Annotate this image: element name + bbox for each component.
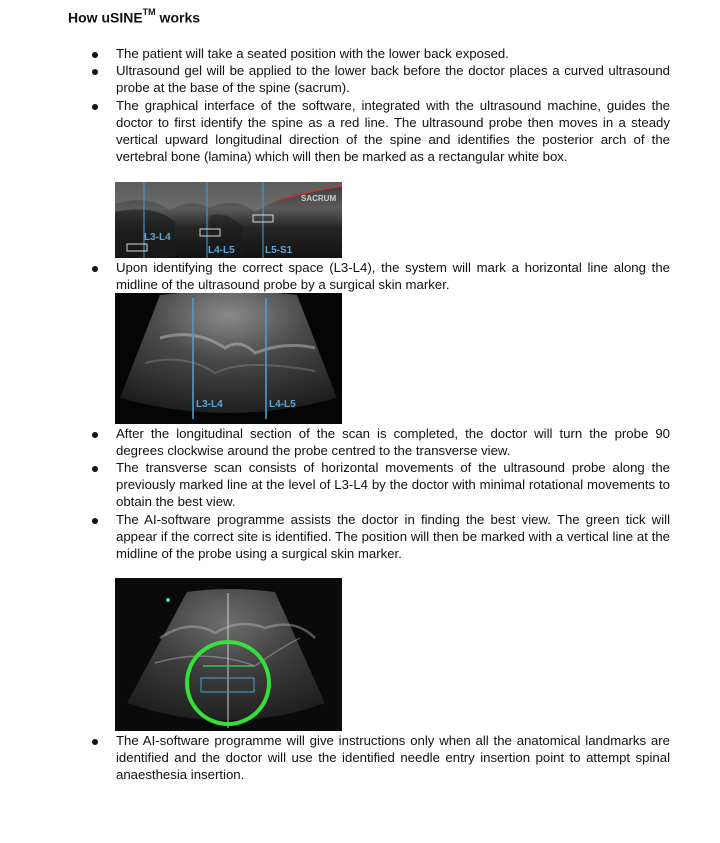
bullet-icon xyxy=(92,518,98,524)
list-item: The AI-software programme will give instructions only when all the anatomical landmarks are identified and the doctor will use the identified needle entry insertion point to attempt spinal anaesthesia insertion. xyxy=(116,733,670,782)
list-item: The patient will take a seated position with the lower back exposed. xyxy=(116,46,509,61)
status-dot xyxy=(166,598,170,602)
bullet-icon xyxy=(92,104,98,110)
bullet-icon xyxy=(92,739,98,745)
title-tail: works xyxy=(155,9,201,26)
bullet-icon xyxy=(92,432,98,438)
list-item: The AI-software programme assists the doctor in finding the best view. The green tick will appear if the correct site is identified. The position will then be marked with a vertical line at the midline of the probe using a surgical skin marker. xyxy=(116,512,670,561)
title-text: How uSINE xyxy=(68,9,143,26)
label-l3-l4: L3-L4 xyxy=(196,399,223,410)
bullet-icon xyxy=(92,52,98,58)
page-title xyxy=(68,9,200,26)
label-l5-s1: L5-S1 xyxy=(265,245,293,256)
label-l4-l5: L4-L5 xyxy=(269,399,296,410)
list-item: Upon identifying the correct space (L3-L4), the system will mark a horizontal line along the midline of the ultrasound probe by a surgical skin marker. xyxy=(116,260,670,292)
label-sacrum: SACRUM xyxy=(301,194,337,203)
list-item: The graphical interface of the software, integrated with the ultrasound machine, guides the doctor to first identify the spine as a red line. The ultrasound probe then moves in a steady vertical upward longitudinal direction of the spine and identifies the posterior arch of the vertebral bone (lamina) which will then be marked as a rectangular white box. xyxy=(116,98,670,164)
marked-ultrasound-image xyxy=(115,293,342,424)
transverse-ultrasound-image xyxy=(115,578,342,731)
bullet-icon xyxy=(92,69,98,75)
bullet-icon xyxy=(92,266,98,272)
list-item: The transverse scan consists of horizontal movements of the ultrasound probe along the previously marked line at the level of L3-L4 by the doctor with minimal rotational movements to obtain the best view. xyxy=(116,460,670,509)
longitudinal-ultrasound-image xyxy=(115,182,342,258)
list-item: Ultrasound gel will be applied to the lower back before the doctor places a curved ultrasound probe at the base of the spine (sacrum). xyxy=(116,63,670,95)
label-l4-l5: L4-L5 xyxy=(208,245,235,256)
list-item: After the longitudinal section of the scan is completed, the doctor will turn the probe 90 degrees clockwise around the probe centred to the transverse view. xyxy=(116,426,670,458)
trademark-superscript: TM xyxy=(142,7,156,17)
bullet-icon xyxy=(92,466,98,472)
label-l3-l4: L3-L4 xyxy=(144,232,171,243)
